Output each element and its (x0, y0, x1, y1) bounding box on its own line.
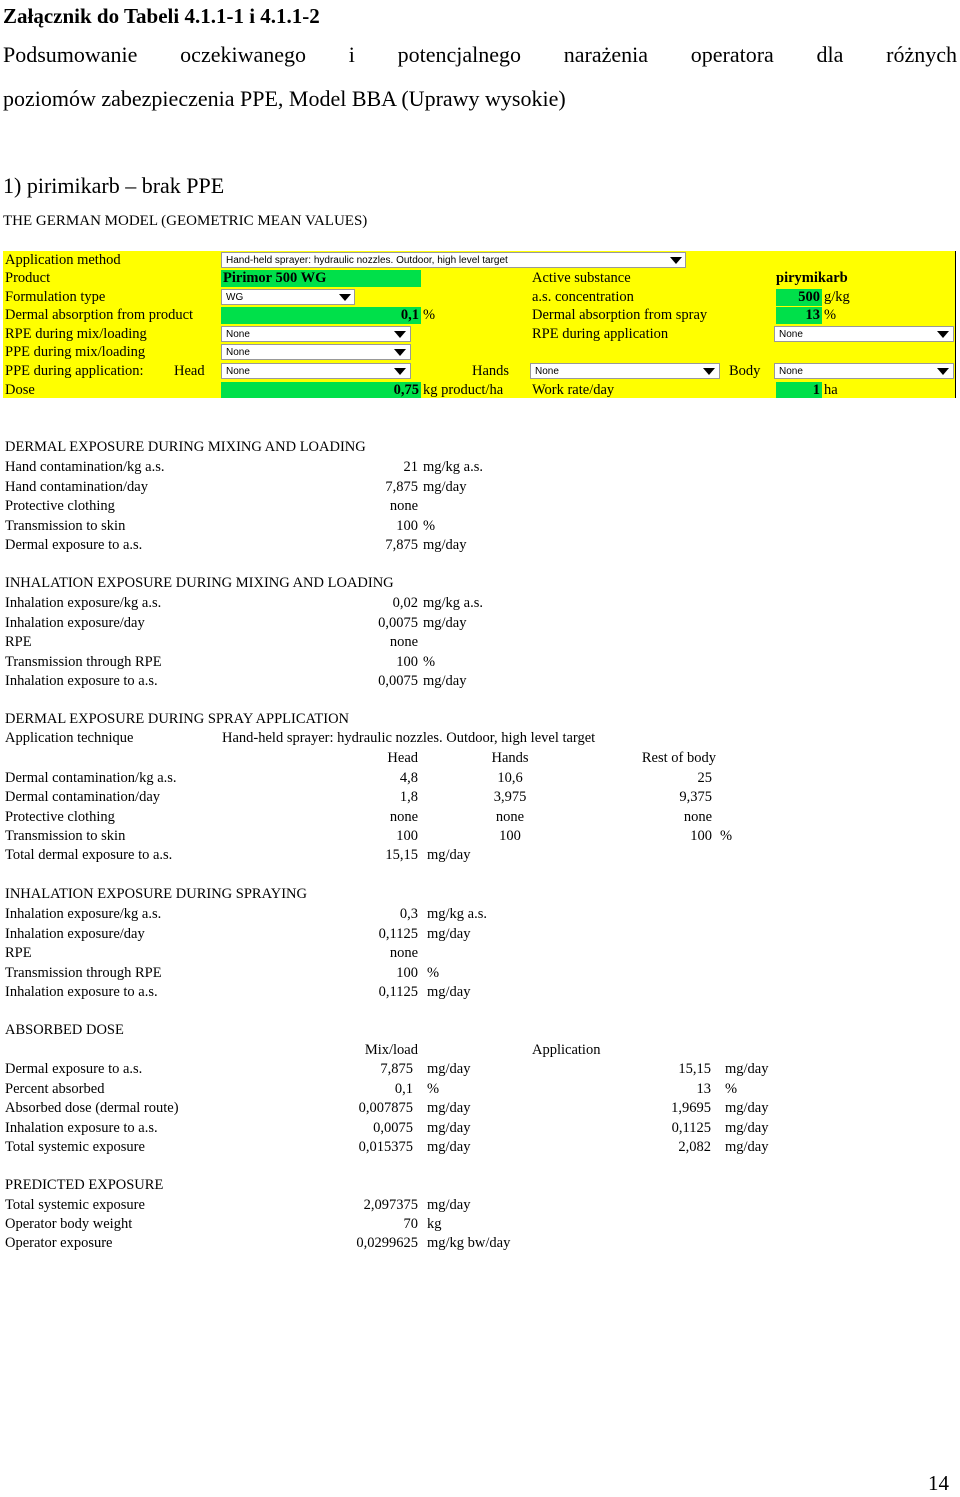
dermal-product-value[interactable]: 0,1 (400, 307, 419, 323)
inhal-mix-title: INHALATION EXPOSURE DURING MIXING AND LOADING (5, 575, 394, 591)
row-label: Transmission to skin (5, 517, 126, 534)
body-dropdown-icon[interactable] (937, 368, 949, 375)
row-label: Dermal exposure to a.s. (5, 1061, 143, 1077)
concentration-label: a.s. concentration (532, 289, 634, 305)
row-body-value: 100 (690, 827, 712, 844)
attachment-title: Załącznik do Tabeli 4.1.1-1 i 4.1.1-2 (3, 4, 320, 28)
row-unit: % (423, 517, 436, 534)
active-substance-label: Active substance (532, 270, 631, 286)
dose-unit: kg product/ha (423, 382, 504, 398)
row-body-value: 9,375 (679, 789, 712, 806)
row-value: 0,0075 (378, 673, 418, 689)
row-app-value: 13 (696, 1080, 711, 1097)
rpe-app-dropdown-icon[interactable] (937, 331, 949, 338)
col-mix-header: Mix/load (364, 1042, 418, 1058)
row-label: RPE (5, 945, 32, 961)
row-label: Inhalation exposure/kg a.s. (5, 595, 162, 611)
body-select[interactable] (774, 363, 954, 379)
hands-value: None (535, 366, 559, 377)
row-unit: mg/kg a.s. (423, 459, 484, 475)
row-value: 0,0075 (378, 614, 418, 631)
row-app-value: 15,15 (678, 1061, 711, 1077)
row-hands-value: 3,975 (493, 789, 527, 806)
row-unit: % (720, 827, 733, 844)
row-body-value: none (683, 808, 712, 825)
row-mix-unit: mg/day (427, 1139, 471, 1155)
row-label: Protective clothing (5, 808, 115, 825)
head-select[interactable] (221, 363, 411, 379)
row-hands-value: none (495, 808, 525, 825)
rpe-mix-select[interactable] (221, 326, 411, 342)
doc-title-line1: Podsumowanie oczekiwanego i potencjalnego narażenia operatora dla różnych (3, 42, 957, 67)
row-label: Inhalation exposure to a.s. (5, 673, 158, 689)
row-unit: mg/day (423, 614, 467, 631)
row-label: Hand contamination/day (5, 478, 148, 495)
dermal-spray-label: Dermal absorption from spray (532, 307, 708, 323)
total-dermal-unit: mg/day (427, 847, 471, 863)
ppe-mix-label: PPE during mix/loading (5, 344, 146, 360)
row-label: Inhalation exposure to a.s. (5, 984, 158, 1000)
row-app-unit: % (725, 1080, 738, 1097)
row-label: Percent absorbed (5, 1080, 105, 1097)
input-panel-border (955, 251, 956, 398)
technique-label: Application technique (5, 730, 134, 746)
app-method-label: Application method (5, 252, 121, 268)
row-label: Transmission through RPE (5, 653, 162, 670)
row-unit: mg/day (423, 478, 467, 495)
row-hands-value: 100 (499, 827, 521, 844)
row-label: Dermal contamination/kg a.s. (5, 770, 177, 786)
section-title: 1) pirimikarb – brak PPE (3, 173, 225, 198)
row-label: Hand contamination/kg a.s. (5, 459, 165, 475)
ppe-app-label: PPE during application: (5, 363, 144, 379)
row-unit: mg/day (423, 537, 467, 553)
model-title: THE GERMAN MODEL (GEOMETRIC MEAN VALUES) (3, 213, 368, 229)
row-value: 2,097375 (363, 1197, 418, 1213)
hands-dropdown-icon[interactable] (703, 368, 715, 375)
row-label: Operator body weight (5, 1216, 133, 1232)
row-head-value: none (389, 808, 418, 825)
row-value: 21 (403, 459, 418, 475)
formulation-dropdown-icon[interactable] (339, 294, 351, 301)
row-mix-value: 0,015375 (358, 1139, 413, 1155)
row-unit: mg/kg a.s. (423, 595, 484, 611)
row-value: 0,1125 (378, 984, 418, 1000)
body-value: None (779, 366, 803, 377)
formulation-label: Formulation type (5, 289, 106, 305)
row-value: 70 (403, 1216, 418, 1232)
row-mix-unit: mg/day (427, 1119, 471, 1136)
row-value: 100 (396, 653, 418, 670)
row-label: Inhalation exposure/day (5, 925, 145, 942)
row-head-value: 1,8 (399, 789, 418, 806)
rpe-app-value: None (779, 329, 803, 340)
row-label: RPE (5, 634, 32, 650)
col-hands-header: Hands (491, 750, 529, 766)
app-method-select[interactable] (221, 252, 686, 268)
row-body-value: 25 (697, 770, 712, 786)
row-head-value: 100 (396, 827, 418, 844)
dermal-spray-title: DERMAL EXPOSURE DURING SPRAY APPLICATION (5, 711, 350, 727)
row-label: Transmission through RPE (5, 964, 162, 981)
dermal-mix-title: DERMAL EXPOSURE DURING MIXING AND LOADING (5, 439, 366, 455)
row-label: Operator exposure (5, 1235, 113, 1251)
dose-label: Dose (5, 382, 35, 398)
row-unit: mg/kg bw/day (427, 1235, 511, 1251)
ppe-mix-value: None (226, 347, 250, 358)
hands-label: Hands (472, 363, 510, 379)
row-unit: kg (427, 1216, 442, 1232)
product-value[interactable]: Pirimor 500 WG (223, 270, 327, 286)
dermal-spray-unit: % (824, 307, 837, 323)
row-app-unit: mg/day (725, 1139, 769, 1155)
work-rate-label: Work rate/day (532, 382, 615, 398)
row-value: 100 (396, 964, 418, 981)
row-mix-unit: % (427, 1080, 440, 1097)
row-label: Total systemic exposure (5, 1139, 145, 1155)
head-dropdown-icon[interactable] (394, 368, 406, 375)
row-label: Dermal exposure to a.s. (5, 537, 143, 553)
row-app-value: 0,1125 (671, 1119, 711, 1136)
row-unit: mg/day (423, 673, 467, 689)
col-app-header: Application (532, 1042, 601, 1058)
row-unit: % (427, 964, 440, 981)
dermal-product-label: Dermal absorption from product (5, 307, 194, 323)
ppe-mix-dropdown-icon[interactable] (394, 349, 406, 356)
rpe-mix-dropdown-icon[interactable] (394, 331, 406, 338)
dermal-spray-value[interactable]: 13 (805, 307, 820, 323)
dermal-product-unit: % (423, 307, 436, 323)
row-app-value: 2,082 (678, 1139, 711, 1155)
formulation-select[interactable] (221, 289, 355, 305)
head-value: None (226, 366, 250, 377)
row-value: none (389, 498, 418, 514)
row-value: 7,875 (385, 537, 418, 553)
row-unit: % (423, 653, 436, 670)
active-substance-value[interactable]: pirymikarb (776, 270, 848, 286)
rpe-mix-value: None (226, 329, 250, 340)
absorbed-title: ABSORBED DOSE (5, 1022, 124, 1038)
predicted-title: PREDICTED EXPOSURE (5, 1177, 164, 1193)
hands-select[interactable] (530, 363, 720, 379)
row-app-value: 1,9695 (671, 1100, 711, 1116)
row-app-unit: mg/day (725, 1100, 769, 1116)
app-method-value: Hand-held sprayer: hydraulic nozzles. Outdoor, high level target (226, 255, 508, 266)
row-label: Absorbed dose (dermal route) (5, 1100, 179, 1116)
page-number: 14 (928, 1471, 949, 1495)
technique-value: Hand-held sprayer: hydraulic nozzles. Outdoor, high level target (222, 730, 596, 746)
row-label: Inhalation exposure to a.s. (5, 1119, 158, 1136)
doc-title-line2: poziomów zabezpieczenia PPE, Model BBA (Uprawy wysokie) (3, 86, 566, 111)
row-app-unit: mg/day (725, 1061, 769, 1077)
row-unit: mg/day (427, 1197, 471, 1213)
row-value: 100 (396, 517, 418, 534)
row-mix-unit: mg/day (427, 1100, 471, 1116)
concentration-unit: g/kg (824, 289, 850, 305)
row-value: none (389, 945, 418, 961)
row-value: 0,1125 (378, 925, 418, 942)
ppe-mix-select[interactable] (221, 344, 411, 360)
product-label: Product (5, 270, 51, 286)
row-mix-unit: mg/day (427, 1061, 471, 1077)
row-label: Dermal contamination/day (5, 789, 161, 806)
total-dermal-label: Total dermal exposure to a.s. (5, 847, 173, 863)
rpe-app-select[interactable] (774, 326, 954, 342)
row-app-unit: mg/day (725, 1119, 769, 1136)
row-value: 0,3 (399, 906, 418, 922)
row-unit: mg/day (427, 925, 471, 942)
body-label: Body (729, 363, 761, 379)
row-value: 7,875 (385, 478, 418, 495)
concentration-value[interactable]: 500 (798, 289, 820, 305)
inhal-spray-title: INHALATION EXPOSURE DURING SPRAYING (5, 886, 307, 902)
head-label: Head (174, 363, 205, 379)
rpe-app-label: RPE during application (532, 326, 669, 342)
row-mix-value: 7,875 (380, 1061, 413, 1077)
row-label: Total systemic exposure (5, 1197, 145, 1213)
row-mix-value: 0,0075 (373, 1119, 413, 1136)
row-value: 0,02 (392, 595, 418, 611)
dose-value[interactable]: 0,75 (393, 382, 419, 398)
work-rate-value[interactable]: 1 (812, 382, 820, 398)
row-value: none (389, 634, 418, 650)
total-dermal-value: 15,15 (385, 847, 418, 863)
row-hands-value: 10,6 (497, 770, 523, 786)
col-body-header: Rest of body (641, 750, 716, 766)
work-rate-unit: ha (824, 382, 838, 398)
row-mix-value: 0,1 (394, 1080, 413, 1097)
rpe-mix-label: RPE during mix/loading (5, 326, 147, 342)
row-unit: mg/day (427, 984, 471, 1000)
app-method-dropdown-icon[interactable] (670, 257, 682, 264)
row-label: Inhalation exposure/kg a.s. (5, 906, 162, 922)
row-label: Inhalation exposure/day (5, 614, 145, 631)
row-label: Protective clothing (5, 498, 115, 514)
row-unit: mg/kg a.s. (427, 906, 488, 922)
col-head-header: Head (387, 750, 418, 766)
formulation-value: WG (226, 292, 244, 303)
row-label: Transmission to skin (5, 827, 126, 844)
row-value: 0,0299625 (356, 1235, 418, 1251)
row-mix-value: 0,007875 (358, 1100, 413, 1116)
row-head-value: 4,8 (399, 770, 418, 786)
